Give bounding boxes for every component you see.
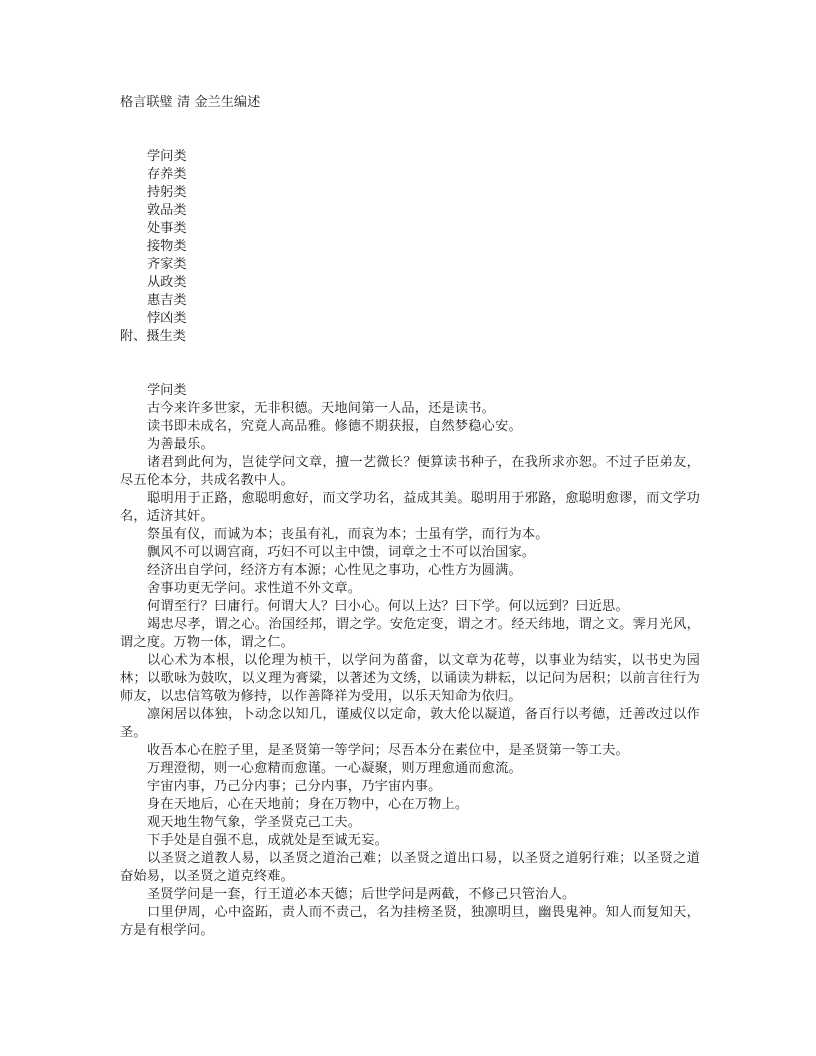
paragraph: 万理澄彻，则一心愈精而愈谨。一心凝聚，则万理愈通而愈流。 (147, 761, 522, 776)
paragraph: 聪明用于正路，愈聪明愈好，而文学功名，益成其美。聪明用于邪路，愈聪明愈谬，而文学功名，适济其奸。 (120, 491, 700, 524)
paragraph: 观天地生物气象，学圣贤克己工夫。 (147, 815, 362, 830)
paragraph: 飘风不可以调宫商，巧妇不可以主中馈，词章之士不可以治国家。 (147, 545, 536, 560)
toc-item: 悖凶类 (147, 311, 187, 326)
paragraph: 宇宙内事，乃己分内事；己分内事，乃宇宙内事。 (147, 779, 442, 794)
table-of-contents (120, 148, 700, 346)
section-heading: 学问类 (147, 383, 187, 398)
toc-item: 接物类 (147, 239, 187, 254)
paragraph: 经济出自学问，经济方有本源；心性见之事功，心性方为圆满。 (147, 563, 522, 578)
toc-item: 学问类 (147, 149, 187, 164)
section-xuewen (120, 382, 700, 940)
paragraph: 竭忠尽孝，谓之心。治国经邦，谓之学。安危定变，谓之才。经天纬地，谓之文。霁月光风，谓之度。万物一体，谓之仁。 (120, 617, 700, 650)
paragraph: 身在天地后，心在天地前；身在万物中，心在万物上。 (147, 797, 469, 812)
paragraph: 口里伊周，心中盗跖，责人而不责己，名为挂榜圣贤，独凛明旦，幽畏鬼神。知人而复知天，方是有根学问。 (120, 905, 700, 938)
paragraph: 祭虽有仪，而诚为本；丧虽有礼，而哀为本；士虽有学，而行为本。 (147, 527, 549, 542)
toc-item: 从政类 (147, 275, 187, 290)
toc-item: 处事类 (147, 221, 187, 236)
toc-item: 附、摄生类 (120, 329, 186, 344)
paragraph: 诸君到此何为，岂徒学问文章，擅一艺微长？便算读书种子，在我所求亦恕。不过子臣弟友，尽五伦本分，共成名教中人。 (120, 455, 700, 488)
toc-item: 敦品类 (147, 203, 187, 218)
paragraph: 下手处是自强不息，成就处是至诚无妄。 (147, 833, 388, 848)
paragraph: 以圣贤之道教人易，以圣贤之道治己难；以圣贤之道出口易，以圣贤之道躬行难；以圣贤之道奋始易，以圣贤之道克终难。 (120, 851, 700, 884)
paragraph: 以心术为本根，以伦理为桢干，以学问为菑畲，以文章为花萼，以事业为结实，以书史为园林；以歌咏为鼓吹，以义理为膏粱，以著述为文绣，以诵读为耕耘，以记问为居积；以前言往行为师友，以忠信笃敬为修持，以作善降祥为受用，以乐天知命为依归。 (120, 653, 700, 704)
section-body (120, 400, 700, 940)
paragraph: 收吾本心在腔子里，是圣贤第一等学问；尽吾本分在素位中，是圣贤第一等工夫。 (147, 743, 629, 758)
toc-item: 存养类 (147, 167, 187, 182)
toc-item: 齐家类 (147, 257, 187, 272)
paragraph: 为善最乐。 (147, 437, 214, 452)
paragraph: 圣贤学问是一套，行王道必本天德；后世学问是两截，不修己只管治人。 (147, 887, 576, 902)
paragraph: 古今来许多世家，无非积德。天地间第一人品，还是读书。 (147, 401, 496, 416)
toc-item: 惠吉类 (147, 293, 187, 308)
paragraph: 何谓至行？曰庸行。何谓大人？曰小心。何以上达？曰下学。何以远到？曰近思。 (147, 599, 629, 614)
paragraph: 凛闲居以体独，卜动念以知几，谨威仪以定命，敦大伦以凝道，备百行以考德，迁善改过以作圣。 (120, 707, 700, 740)
paragraph: 舍事功更无学问。求性道不外文章。 (147, 581, 362, 596)
paragraph: 读书即未成名，究竟人高品雅。修德不期获报，自然梦稳心安。 (147, 419, 522, 434)
toc-item: 持躬类 (147, 185, 187, 200)
document-page (120, 94, 700, 940)
document-title: 格言联璧 清 金兰生编述 (120, 95, 261, 110)
